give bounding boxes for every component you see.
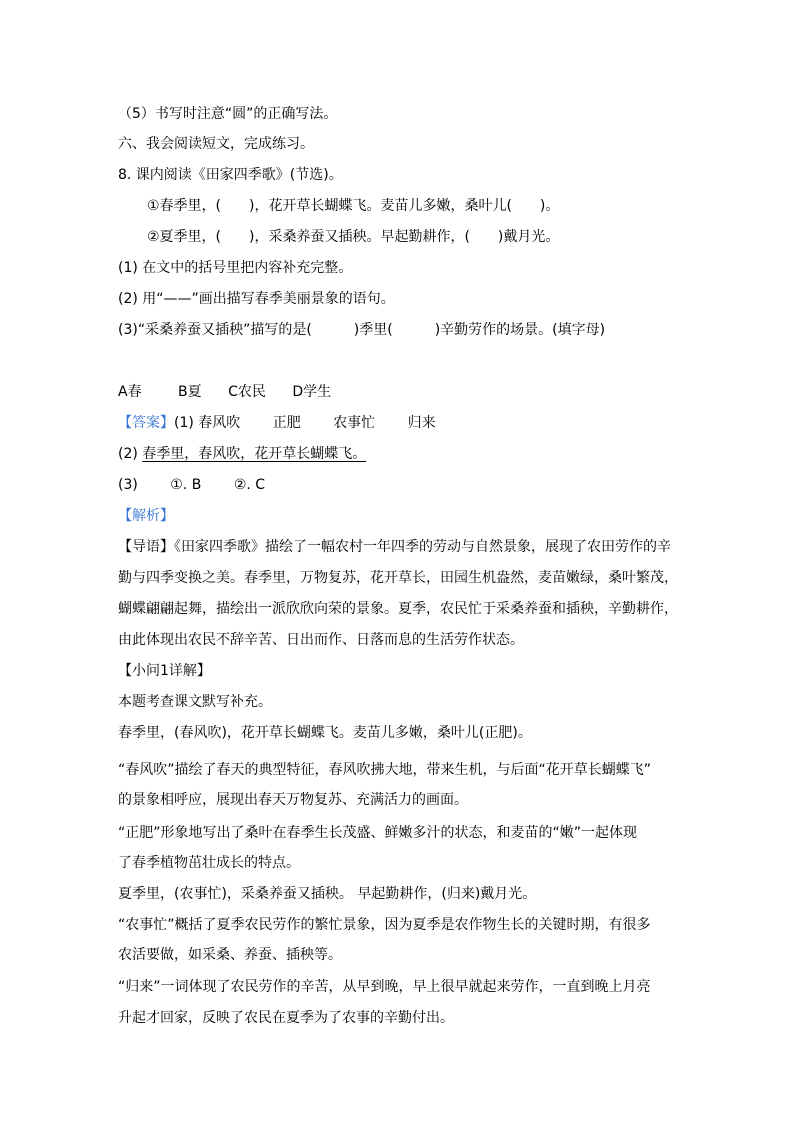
answer-1-row	[118, 414, 436, 432]
answer-1-item: 归来	[407, 415, 436, 431]
guide-paragraph-line: 由此体现出农民不辞辛苦、日出而作、日落而息的生活劳作状态。	[118, 632, 524, 648]
sub-question-2: (2) 用“——”画出描写春季美丽景象的语句。	[118, 291, 395, 307]
answer-3-item: ①. B	[170, 477, 202, 493]
detail-line: 农活要做，如采桑、养蚕、插秧等。	[118, 947, 342, 963]
section-six-heading: 六、我会阅读短文，完成练习。	[118, 136, 314, 152]
detail-line: 本题考查课文默写补充。	[118, 694, 272, 710]
answer-2-prefix: (2)	[118, 446, 143, 462]
poem-line-summer: ②夏季里，( )，采桑养蚕又插秧。早起勤耕作，( )戴月光。	[147, 229, 560, 245]
option-d: D学生	[292, 384, 332, 400]
option-b: B夏	[178, 384, 202, 400]
guide-paragraph-line: 蝴蝶翩翩起舞，描绘出一派欣欣向荣的景象。夏季，农民忙于采桑养蚕和插秧，辛勤耕作，	[118, 601, 678, 617]
guide-paragraph-line: 【导语】《田家四季歌》描绘了一幅农村一年四季的劳动与自然景象，展现了农田劳作的辛	[118, 539, 671, 555]
analysis-tag: 【解析】	[118, 508, 174, 524]
answer-2-row	[118, 445, 366, 463]
detail-line: 春季里，(春风吹)，花开草长蝴蝶飞。麦苗儿多嫩，桑叶儿(正肥)。	[118, 725, 532, 741]
options-row	[118, 383, 331, 401]
answer-1-prefix: (1)	[174, 415, 199, 431]
detail-line: “归来”一词体现了农民劳作的辛苦，从早到晚，早上很早就起来劳作，一直到晚上月亮	[118, 979, 651, 995]
answer-2-underlined-text: 春季里，春风吹，花开草长蝴蝶飞。	[142, 446, 367, 462]
detail-line: “正肥”形象地写出了桑叶在春季生长茂盛、鲜嫩多汁的状态，和麦苗的“嫩”一起体现	[118, 825, 638, 841]
sub-question-1-detail-heading: 【小问1详解】	[118, 663, 211, 679]
detail-line: “春风吹”描绘了春天的典型特征，春风吹拂大地，带来生机，与后面“花开草长蝴蝶飞”	[118, 762, 652, 778]
sub-question-3: (3)“采桑养蚕又插秧”描写的是( )季里( )辛勤劳作的场景。(填字母)	[118, 322, 606, 338]
answer-1-item: 农事忙	[333, 415, 376, 431]
detail-line: “农事忙”概括了夏季农民劳作的繁忙景象，因为夏季是农作物生长的关键时期，有很多	[118, 917, 651, 933]
detail-line: 升起才回家，反映了农民在夏季为了农事的辛勤付出。	[118, 1010, 454, 1026]
guide-paragraph-line: 勤与四季变换之美。春季里，万物复苏，花开草长，田园生机盎然，麦苗嫩绿，桑叶繁茂，	[118, 570, 678, 586]
sub-question-1: (1) 在文中的括号里把内容补充完整。	[118, 260, 353, 276]
answer-tag: 【答案】	[118, 415, 174, 431]
question-8-title: 8. 课内阅读《田家四季歌》(节选)。	[118, 167, 343, 183]
answer-1-item: 春风吹	[198, 415, 241, 431]
detail-line: 了春季植物茁壮成长的特点。	[118, 855, 300, 871]
answer-3-item: ②. C	[233, 477, 266, 493]
option-c: C农民	[228, 384, 266, 400]
answer-3-prefix: (3)	[118, 477, 138, 493]
item-5-writing-note: （5）书写时注意“圆”的正确写法。	[118, 106, 338, 122]
detail-line: 夏季里，(农事忙)，采桑养蚕又插秧。 早起勤耕作，(归来)戴月光。	[118, 886, 537, 902]
answer-3-row	[118, 476, 265, 494]
detail-line: 的景象相呼应，展现出春天万物复苏、充满活力的画面。	[118, 792, 468, 808]
poem-line-spring: ①春季里，( )，花开草长蝴蝶飞。麦苗儿多嫩，桑叶儿( )。	[147, 198, 560, 214]
option-a: A春	[118, 384, 142, 400]
answer-1-item: 正肥	[272, 415, 301, 431]
